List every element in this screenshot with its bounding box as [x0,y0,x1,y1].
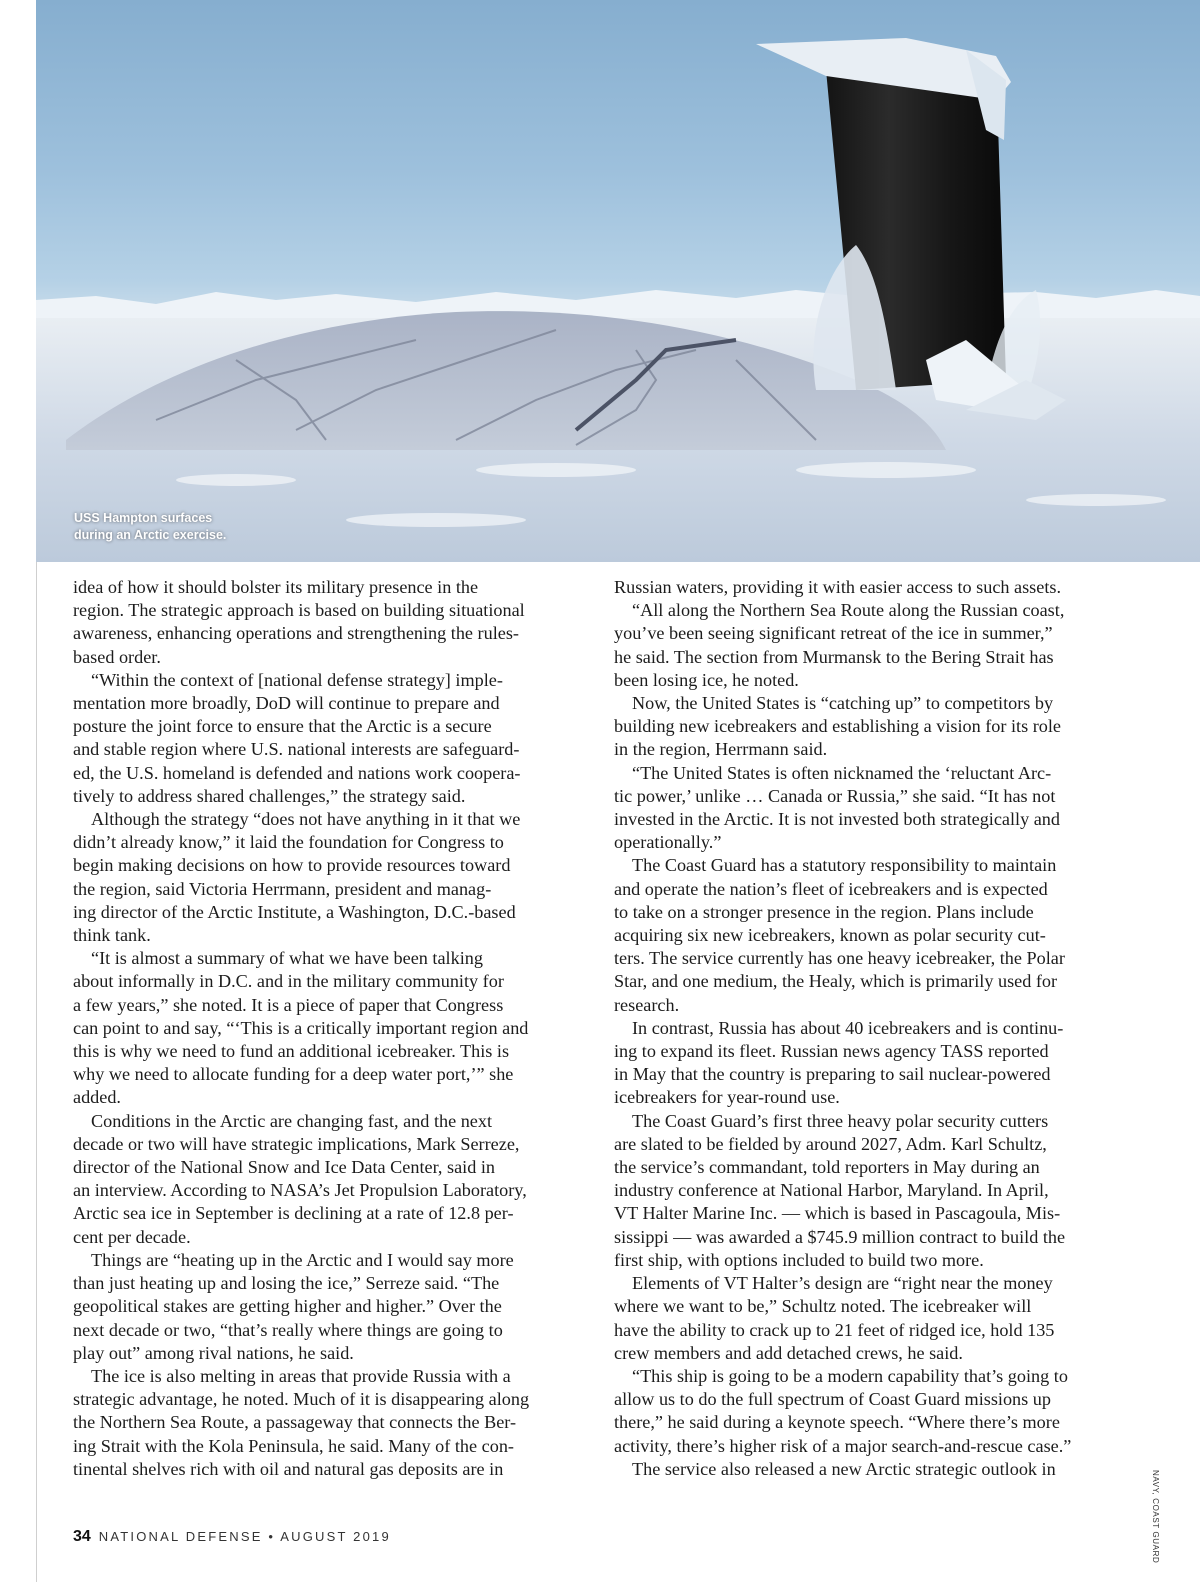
text-line: there,” he said during a keynote speech. “Where there’s more [614,1412,1060,1433]
text-line: “This ship is going to be a modern capability that’s going to [632,1365,1068,1386]
text-line: where we want to be,” Schultz noted. The icebreaker will [614,1296,1032,1317]
text-line: Things are “heating up in the Arctic and I would say more [91,1249,514,1270]
caption-line: USS Hampton surfaces [74,511,213,525]
article-paragraph [73,576,583,669]
text-line: to take on a stronger presence in the region. Plans include [614,901,1034,922]
text-line: Elements of VT Halter’s design are “right near the money [632,1273,1053,1294]
text-line: “All along the Northern Sea Route along the Russian coast, [632,600,1065,621]
text-line: director of the National Snow and Ice Data Center, said in [73,1157,495,1178]
article-column-right [614,576,1124,1481]
text-line: have the ability to crack up to 21 feet of ridged ice, hold 135 [614,1319,1055,1340]
text-line: he said. The section from Murmansk to the Bering Strait has [614,646,1054,667]
text-line: building new icebreakers and establishing a vision for its role [614,716,1061,737]
text-line: didn’t already know,” it laid the foundation for Congress to [73,832,504,853]
text-line: this is why we need to fund an additional icebreaker. This is [73,1041,510,1062]
article-paragraph [614,1017,1124,1110]
page-number: 34 [73,1528,91,1545]
photo-caption [74,510,226,544]
text-line: idea of how it should bolster its military presence in the [73,577,479,597]
text-line: icebreakers for year-round use. [614,1087,840,1108]
article-paragraph [614,762,1124,855]
text-line: next decade or two, “that’s really where things are going to [73,1319,503,1340]
text-line: why we need to allocate funding for a deep water port,’” she [73,1064,514,1085]
text-line: The service also released a new Arctic strategic outlook in [632,1458,1056,1479]
text-line: The Coast Guard has a statutory responsibility to maintain [632,855,1057,876]
text-line: Although the strategy “does not have anything in it that we [91,809,521,830]
text-line: think tank. [73,925,151,946]
text-line: added. [73,1087,121,1108]
text-line: Now, the United States is “catching up” to competitors by [632,693,1054,714]
text-line: tinental shelves rich with oil and natural gas deposits are in [73,1458,504,1479]
text-line: begin making decisions on how to provide resources toward [73,855,511,876]
text-line: In contrast, Russia has about 40 icebreakers and is continu- [632,1017,1064,1038]
text-line: crew members and add detached crews, he said. [614,1342,963,1363]
text-line: cent per decade. [73,1226,191,1247]
article-paragraph [73,1249,583,1365]
article-paragraph [614,1272,1124,1365]
text-line: ing Strait with the Kola Peninsula, he said. Many of the con- [73,1435,514,1456]
text-line: are slated to be fielded by around 2027, Adm. Karl Schultz, [614,1133,1047,1154]
text-line: tic power,’ unlike … Canada or Russia,” she said. “It has not [614,785,1056,806]
text-line: region. The strategic approach is based on building situational [73,600,525,621]
text-line: awareness, enhancing operations and strengthening the rules- [73,623,519,644]
article-paragraph [73,1110,583,1249]
text-line: you’ve been seeing significant retreat of the ice in summer,” [614,623,1053,644]
article-paragraph [614,576,1124,599]
text-line: and stable region where U.S. national interests are safeguard- [73,739,520,760]
article-column-left [73,576,583,1481]
text-line: “It is almost a summary of what we have been talking [91,948,483,969]
text-line: geopolitical stakes are getting higher and higher.” Over the [73,1296,502,1317]
photo-illustration [36,0,1200,562]
text-line: research. [614,994,680,1015]
text-line: The ice is also melting in areas that provide Russia with a [91,1365,511,1386]
article-paragraph [73,669,583,808]
text-line: a few years,” she noted. It is a piece of paper that Congress [73,994,504,1015]
text-line: about informally in D.C. and in the military community for [73,971,504,992]
text-line: industry conference at National Harbor, Maryland. In April, [614,1180,1049,1201]
text-line: in the region, Herrmann said. [614,739,828,760]
text-line: in May that the country is preparing to sail nuclear-powered [614,1064,1051,1085]
article-paragraph [614,1365,1124,1458]
text-line: ing to expand its fleet. Russian news agency TASS reported [614,1041,1049,1062]
text-line: strategic advantage, he noted. Much of it is disappearing along [73,1389,530,1410]
text-line: allow us to do the full spectrum of Coast Guard missions up [614,1389,1051,1410]
text-line: ed, the U.S. homeland is defended and nations work coopera- [73,762,521,783]
article-paragraph [614,854,1124,1016]
text-line: operationally.” [614,832,722,853]
article-paragraph [614,1110,1124,1272]
article-paragraph [614,1458,1124,1481]
text-line: invested in the Arctic. It is not invested both strategically and [614,809,1060,830]
text-line: ing director of the Arctic Institute, a Washington, D.C.-based [73,901,516,922]
text-line: an interview. According to NASA’s Jet Propulsion Laboratory, [73,1180,527,1201]
text-line: been losing ice, he noted. [614,669,799,690]
text-line: The Coast Guard’s first three heavy polar security cutters [632,1110,1049,1131]
text-line: activity, there’s higher risk of a major search-and-rescue case.” [614,1435,1072,1456]
text-line: ters. The service currently has one heavy icebreaker, the Polar [614,948,1065,969]
text-line: can point to and say, “‘This is a critically important region and [73,1017,529,1038]
text-line: play out” among rival nations, he said. [73,1342,354,1363]
article-paragraph [73,1365,583,1481]
text-line: acquiring six new icebreakers, known as polar security cut- [614,925,1046,946]
text-line: Arctic sea ice in September is declining at a rate of 12.8 per- [73,1203,514,1224]
article-paragraph [614,692,1124,762]
text-line: “The United States is often nicknamed the ‘reluctant Arc- [632,762,1052,783]
publication-info: NATIONAL DEFENSE • AUGUST 2019 [98,1529,391,1544]
text-line: than just heating up and losing the ice,” Serreze said. “The [73,1273,500,1294]
text-line: VT Halter Marine Inc. — which is based in Pascagoula, Mis- [614,1203,1061,1224]
text-line: mentation more broadly, DoD will continue to prepare and [73,693,500,714]
text-line: Conditions in the Arctic are changing fast, and the next [91,1110,493,1131]
submarine-photo [36,0,1200,562]
article-paragraph [614,599,1124,692]
text-line: first ship, with options included to build two more. [614,1249,984,1270]
article-paragraph [73,808,583,947]
text-line: the service’s commandant, told reporters in May during an [614,1157,1040,1178]
text-line: the region, said Victoria Herrmann, president and manag- [73,878,492,899]
text-line: decade or two will have strategic implications, Mark Serreze, [73,1133,520,1154]
text-line: and operate the nation’s fleet of icebreakers and is expected [614,878,1048,899]
text-line: the Northern Sea Route, a passageway that connects the Ber- [73,1412,517,1433]
photo-credit: NAVY, COAST GUARD [1151,1470,1160,1564]
text-line: sissippi — was awarded a $745.9 million contract to build the [614,1226,1066,1247]
caption-line: during an Arctic exercise. [74,528,227,542]
text-line: based order. [73,646,161,667]
text-line: Russian waters, providing it with easier access to such assets. [614,577,1062,597]
text-line: posture the joint force to ensure that the Arctic is a secure [73,716,492,737]
text-line: Star, and one medium, the Healy, which is primarily used for [614,971,1058,992]
text-line: “Within the context of [national defense strategy] imple- [91,669,503,690]
page-footer [73,1528,391,1546]
article-paragraph [73,947,583,1109]
text-line: tively to address shared challenges,” the strategy said. [73,785,466,806]
